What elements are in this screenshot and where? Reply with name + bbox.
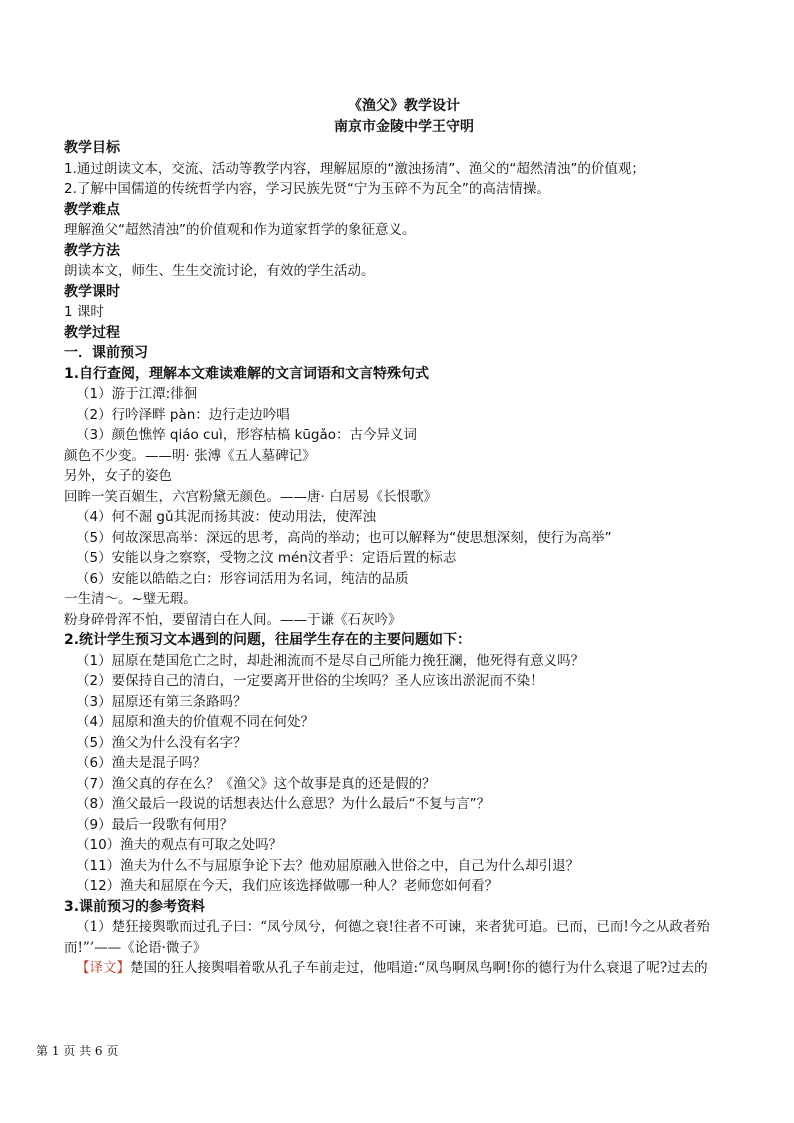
method-heading: 教学方法 [64, 242, 120, 259]
document-title: 《渔父》教学设计 [348, 98, 460, 114]
page-footer: 第 1 页 共 6 页 [36, 1044, 119, 1058]
question-item: （9）最后一段歌有何用？ [76, 816, 234, 833]
vocab-item: 颜色不少变。——明· 张溥《五人墓碑记》 [64, 447, 316, 464]
vocab-item: 回眸一笑百媚生，六宫粉黛无颜色。——唐· 白居易《长恨歌》 [64, 488, 438, 505]
vocab-item: （2）行吟泽畔 pàn：边行走边吟唱 [76, 406, 290, 423]
question-item: （3）屈原还有第三条路吗？ [76, 693, 247, 710]
question-item: （4）屈原和渔夫的价值观不同在何处？ [76, 714, 315, 730]
method-text: 朗读本文，师生、生生交流讨论，有效的学生活动。 [64, 263, 375, 279]
hours-text: 1 课时 [64, 304, 104, 320]
translation-text: 楚国的狂人接舆唱着歌从孔子车前走过，他唱道:“凤鸟啊凤鸟啊!你的德行为什么衰退了呢?过去的 [130, 960, 708, 976]
vocab-item: 另外，女子的姿色 [64, 468, 172, 484]
question-item: （12）渔夫和屈原在今天，我们应该选择做哪一种人？老师您如何看？ [76, 878, 499, 894]
hours-heading: 教学课时 [64, 283, 120, 300]
difficulty-heading: 教学难点 [64, 201, 120, 218]
question-item: （6）渔夫是混子吗？ [76, 755, 207, 771]
difficulty-text: 理解渔父“超然清浊”的价值观和作为道家哲学的象征意义。 [64, 222, 416, 238]
question-item: （7）渔父真的存在么？《渔父》这个故事是真的还是假的？ [76, 775, 436, 792]
vocab-item: （6）安能以皓皓之白：形容词活用为名词，纯洁的品质 [76, 570, 409, 587]
question-item: （8）渔父最后一段说的话想表达什么意思？为什么最后“不复与言”？ [76, 796, 491, 812]
question-item: （1）屈原在楚国危亡之时，却赴湘流而不是尽自己所能力挽狂澜，他死得有意义吗？ [76, 652, 585, 669]
question-item: （5）渔父为什么没有名字？ [76, 734, 247, 751]
section-heading: 一．课前预习 [64, 345, 148, 361]
vocab-item: （5）何故深思高举：深远的思考，高尚的举动；也可以解释为“使思想深刻，使行为高举” [76, 529, 612, 546]
vocab-item: （1）游于江潭:徘徊 [76, 386, 198, 402]
goal-item: 2.了解中国儒道的传统哲学内容，学习民族先贤“宁为玉碎不为瓦全”的高洁情操。 [64, 181, 550, 197]
document-body [64, 96, 744, 979]
vocab-item: 一生清～。~璧无瑕。 [64, 591, 197, 607]
vocab-item: （3）颜色憔悴 qiáo cuì，形容枯槁 kūgǎo：古今异义词 [76, 427, 418, 443]
vocab-item: 粉身碎骨浑不怕，要留清白在人间。——于谦《石灰吟》 [64, 611, 402, 628]
subsection-heading: 1.自行查阅，理解本文难读难解的文言词语和文言特殊句式 [64, 365, 430, 382]
translation-paragraph [64, 958, 744, 979]
document-author: 南京市金陵中学王守明 [334, 119, 474, 135]
process-heading: 教学过程 [64, 324, 120, 341]
question-item: （2）要保持自己的清白，一定要离开世俗的尘埃吗？圣人应该出淤泥而不染！ [76, 673, 544, 689]
subsection-heading: 2.统计学生预习文本遇到的问题，往届学生存在的主要问题如下： [64, 632, 472, 648]
translation-tag: 【译文】 [76, 960, 130, 976]
goals-heading: 教学目标 [64, 140, 120, 156]
goal-item: 1.通过朗读文本，交流、活动等教学内容，理解屈原的“激浊扬清”、渔父的“超然清浊”的价值观； [64, 160, 645, 177]
vocab-item: （5）安能以身之察察，受物之汶 mén汶者乎：定语后置的标志 [76, 550, 457, 566]
subsection-heading: 3.课前预习的参考资料 [64, 898, 206, 915]
reference-item: （1）楚狂接舆歌而过孔子曰：“凤兮凤兮，何德之衰!往者不可谏，来者犹可追。已而，已而!今之从政者殆而!”’——《论语·微子》 [64, 919, 710, 956]
question-item: （11）渔夫为什么不与屈原争论下去？他劝屈原融入世俗之中，自己为什么却引退？ [76, 857, 580, 874]
vocab-item: （4）何不淈 gǔ其泥而扬其波：使动用法，使浑浊 [76, 509, 377, 525]
question-item: （10）渔夫的观点有可取之处吗？ [76, 837, 283, 853]
